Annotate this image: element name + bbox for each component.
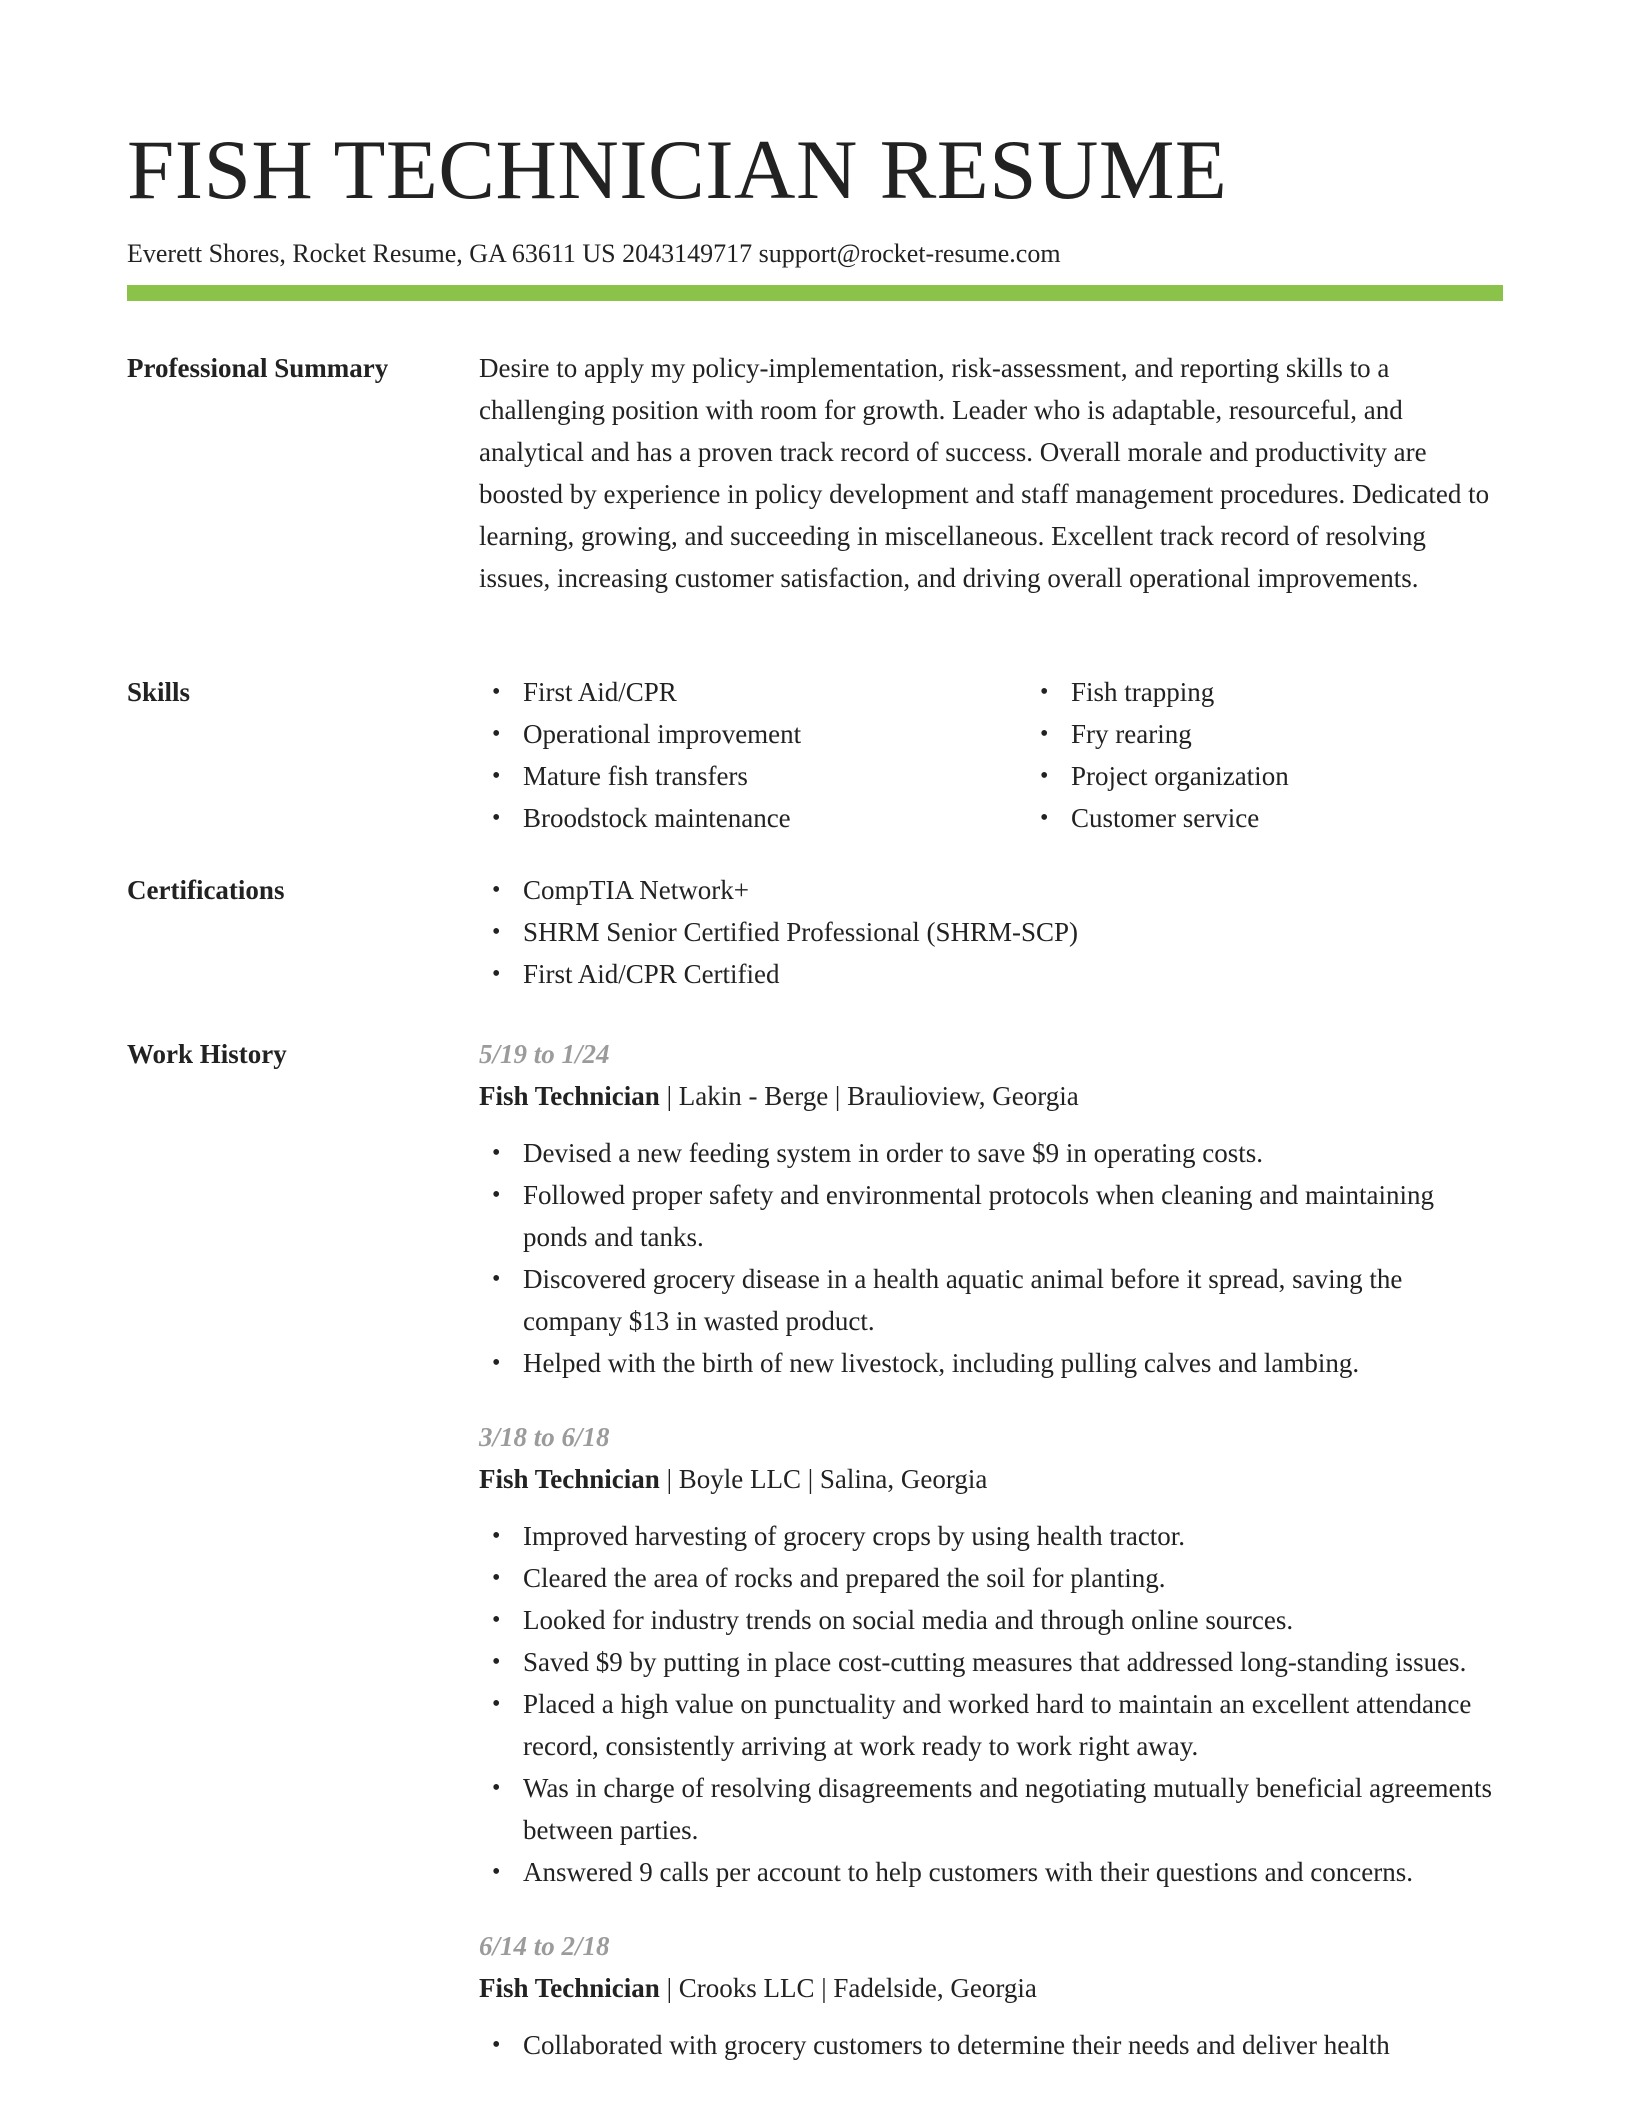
job-bullet: • Discovered grocery disease in a health aquatic animal before it spread, saving the company $13 in wasted product. bbox=[523, 1258, 1503, 1342]
job-bullet: • Answered 9 calls per account to help customers with their questions and concerns. bbox=[523, 1851, 1503, 1893]
skills-body bbox=[479, 671, 1503, 839]
accent-divider bbox=[127, 285, 1503, 301]
job-entry bbox=[479, 1925, 1503, 2066]
work-history-body bbox=[479, 1033, 1503, 2066]
certifications-list bbox=[479, 869, 1503, 995]
job-bullets bbox=[479, 1515, 1503, 1893]
certification-item: • CompTIA Network+ bbox=[523, 869, 1503, 911]
job-dates: 6/14 to 2/18 bbox=[479, 1931, 610, 1961]
job-heading bbox=[479, 1967, 1503, 2009]
skill-item: • Operational improvement bbox=[523, 713, 983, 755]
job-details: | Boyle LLC | Salina, Georgia bbox=[659, 1464, 988, 1494]
job-bullet: • Followed proper safety and environmental protocols when cleaning and maintaining ponds and tanks. bbox=[523, 1174, 1503, 1258]
certifications-body bbox=[479, 869, 1503, 995]
job-bullet: • Was in charge of resolving disagreements and negotiating mutually beneficial agreements between parties. bbox=[523, 1767, 1503, 1851]
work-history-section bbox=[127, 1033, 1503, 2112]
job-bullet: • Saved $9 by putting in place cost-cutting measures that addressed long-standing issues. bbox=[523, 1641, 1503, 1683]
summary-section bbox=[127, 347, 1503, 637]
skills-list-left bbox=[479, 671, 983, 839]
skill-item: • Fry rearing bbox=[1071, 713, 1531, 755]
job-title: Fish Technician bbox=[479, 1973, 660, 2003]
skill-item: • Mature fish transfers bbox=[523, 755, 983, 797]
summary-body bbox=[479, 347, 1503, 599]
job-bullet: • Placed a high value on punctuality and worked hard to maintain an excellent attendance record, consistently arriving at work ready to work right away. bbox=[523, 1683, 1503, 1767]
skill-item: • Customer service bbox=[1071, 797, 1531, 839]
job-dates: 5/19 to 1/24 bbox=[479, 1039, 610, 1069]
skill-item: • Project organization bbox=[1071, 755, 1531, 797]
job-bullet: • Improved harvesting of grocery crops by using health tractor. bbox=[523, 1515, 1503, 1557]
job-heading bbox=[479, 1075, 1503, 1117]
certification-item: • First Aid/CPR Certified bbox=[523, 953, 1503, 995]
certification-item: • SHRM Senior Certified Professional (SHRM-SCP) bbox=[523, 911, 1503, 953]
skill-item: • First Aid/CPR bbox=[523, 671, 983, 713]
job-bullet: • Cleared the area of rocks and prepared the soil for planting. bbox=[523, 1557, 1503, 1599]
job-entry bbox=[479, 1416, 1503, 1893]
job-title: Fish Technician bbox=[479, 1464, 660, 1494]
summary-text: Desire to apply my policy-implementation, risk-assessment, and reporting skills to a challenging position with room for growth. Leader who is adaptable, resourceful, and analytical and has a proven track record of success. Overall morale and productivity are boosted by experience in policy development and staff management procedures. Dedicated to learning, growing, and succeeding in miscellaneous. Excellent track record of resolving issues, increasing customer satisfaction, and driving overall operational improvements. bbox=[479, 353, 1490, 593]
job-heading bbox=[479, 1458, 1503, 1500]
skill-item: • Fish trapping bbox=[1071, 671, 1531, 713]
skills-label: Skills bbox=[127, 677, 191, 707]
job-bullet: • Looked for industry trends on social media and through online sources. bbox=[523, 1599, 1503, 1641]
job-bullet: • Collaborated with grocery customers to determine their needs and deliver health bbox=[523, 2024, 1503, 2066]
work-history-label: Work History bbox=[127, 1039, 287, 1069]
job-details: | Crooks LLC | Fadelside, Georgia bbox=[659, 1973, 1037, 2003]
job-bullets bbox=[479, 1132, 1503, 1384]
skills-section bbox=[127, 671, 1503, 841]
skill-item: • Broodstock maintenance bbox=[523, 797, 983, 839]
job-title: Fish Technician bbox=[479, 1081, 660, 1111]
certifications-section bbox=[127, 869, 1503, 999]
job-bullet: • Devised a new feeding system in order to save $9 in operating costs. bbox=[523, 1132, 1503, 1174]
job-details: | Lakin - Berge | Braulioview, Georgia bbox=[659, 1081, 1079, 1111]
summary-label: Professional Summary bbox=[127, 353, 389, 383]
resume-header bbox=[127, 118, 1503, 272]
job-entry bbox=[479, 1033, 1503, 1384]
page-title: FISH TECHNICIAN RESUME bbox=[127, 123, 1228, 217]
skills-list-right bbox=[1027, 671, 1531, 839]
job-bullets bbox=[479, 2024, 1503, 2066]
contact-line: Everett Shores, Rocket Resume, GA 63611 US 2043149717 support@rocket-resume.com bbox=[127, 239, 1061, 268]
job-bullet: • Helped with the birth of new livestock, including pulling calves and lambing. bbox=[523, 1342, 1503, 1384]
certifications-label: Certifications bbox=[127, 875, 285, 905]
job-dates: 3/18 to 6/18 bbox=[479, 1422, 610, 1452]
